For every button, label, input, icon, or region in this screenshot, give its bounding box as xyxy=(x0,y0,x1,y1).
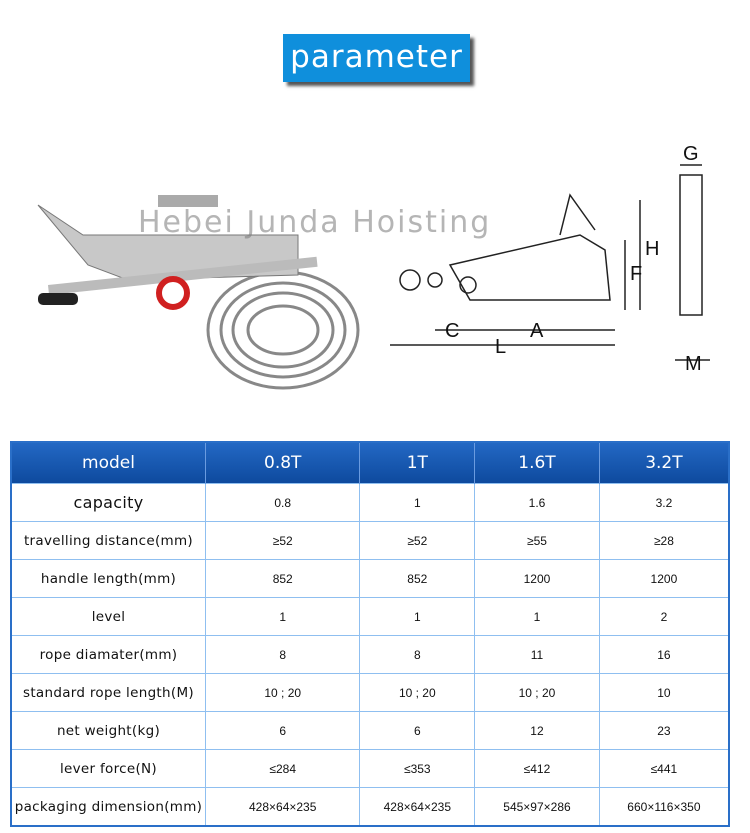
table-row xyxy=(11,560,729,598)
table-cell: 6 xyxy=(205,712,359,750)
table-cell: 428×64×235 xyxy=(360,788,475,827)
label-m: M xyxy=(685,353,702,375)
table-cell: 660×116×350 xyxy=(599,788,729,827)
table-cell: ≤412 xyxy=(475,750,600,788)
row-label: level xyxy=(11,598,205,636)
table-cell: 852 xyxy=(360,560,475,598)
label-a: A xyxy=(530,320,544,342)
watermark: Hebei Junda Hoisting xyxy=(138,205,492,240)
table-cell: 10 ; 20 xyxy=(205,674,359,712)
row-label: packaging dimension(mm) xyxy=(11,788,205,827)
table-row xyxy=(11,750,729,788)
page-title: parameter xyxy=(283,34,470,82)
table-cell: 1 xyxy=(205,598,359,636)
table-cell: 8 xyxy=(360,636,475,674)
row-label: rope diamater(mm) xyxy=(11,636,205,674)
table-cell: ≥55 xyxy=(475,522,600,560)
column-header-model: 1T xyxy=(360,442,475,484)
column-header-model: 3.2T xyxy=(599,442,729,484)
table-cell: ≤284 xyxy=(205,750,359,788)
row-label: capacity xyxy=(11,484,205,522)
table-cell: ≥28 xyxy=(599,522,729,560)
table-cell: 6 xyxy=(360,712,475,750)
table-cell: 1 xyxy=(360,598,475,636)
table-row xyxy=(11,598,729,636)
table-cell: 1.6 xyxy=(475,484,600,522)
table-cell: 2 xyxy=(599,598,729,636)
parameter-table xyxy=(10,441,730,827)
label-c: C xyxy=(445,320,460,342)
table-row xyxy=(11,674,729,712)
table-cell: ≤441 xyxy=(599,750,729,788)
table-cell: ≤353 xyxy=(360,750,475,788)
table-cell: 10 ; 20 xyxy=(360,674,475,712)
row-label: travelling distance(mm) xyxy=(11,522,205,560)
column-header-label: model xyxy=(11,442,205,484)
row-label: standard rope length(M) xyxy=(11,674,205,712)
label-l: L xyxy=(495,336,507,358)
table-cell: 10 ; 20 xyxy=(475,674,600,712)
table-cell: 428×64×235 xyxy=(205,788,359,827)
label-h: H xyxy=(645,238,660,260)
table-cell: 10 xyxy=(599,674,729,712)
table-cell: 16 xyxy=(599,636,729,674)
row-label: handle length(mm) xyxy=(11,560,205,598)
hoist-photo xyxy=(28,165,368,395)
table-row xyxy=(11,712,729,750)
table-cell: 12 xyxy=(475,712,600,750)
table-row xyxy=(11,788,729,827)
table-cell: ≥52 xyxy=(205,522,359,560)
table-cell: 545×97×286 xyxy=(475,788,600,827)
dimension-diagram xyxy=(380,135,730,375)
column-header-model: 0.8T xyxy=(205,442,359,484)
table-cell: 8 xyxy=(205,636,359,674)
table-cell: 3.2 xyxy=(599,484,729,522)
table-cell: 1 xyxy=(360,484,475,522)
table-cell: 0.8 xyxy=(205,484,359,522)
table-row xyxy=(11,636,729,674)
table-row xyxy=(11,484,729,522)
table-cell: 11 xyxy=(475,636,600,674)
column-header-model: 1.6T xyxy=(475,442,600,484)
wire-rope-coil xyxy=(208,272,358,388)
table-cell: 1200 xyxy=(599,560,729,598)
row-label: lever force(N) xyxy=(11,750,205,788)
label-f: F xyxy=(630,263,643,285)
table-cell: 1 xyxy=(475,598,600,636)
table-cell: 1200 xyxy=(475,560,600,598)
label-g: G xyxy=(683,143,699,165)
table-cell: 23 xyxy=(599,712,729,750)
table-cell: 852 xyxy=(205,560,359,598)
table-cell: ≥52 xyxy=(360,522,475,560)
table-row xyxy=(11,522,729,560)
row-label: net weight(kg) xyxy=(11,712,205,750)
